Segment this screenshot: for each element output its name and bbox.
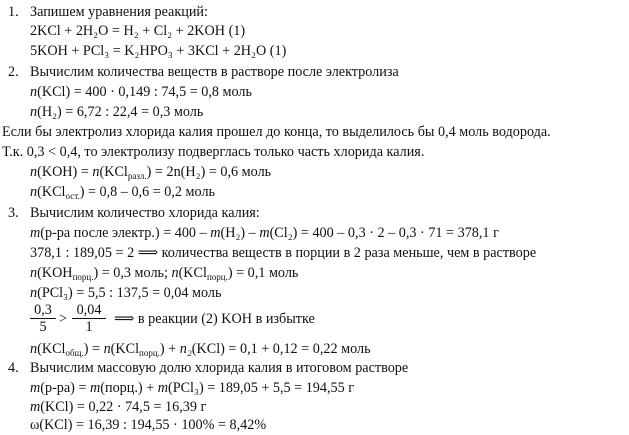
formula-line: ω(KCl) = 16,39 : 194,55 · 100% = 8,42%: [30, 417, 267, 433]
formula-line: ⟹ в реакции (2) KOH в избытке: [114, 311, 315, 327]
step-heading: Вычислим количества веществ в растворе после электролиза: [30, 64, 399, 80]
formula-line: 378,1 : 189,05 = 2 ⟹ количества веществ в порции в 2 раза меньше, чем в растворе: [30, 245, 537, 261]
formula-line: n(H₂) = 6,72 : 22,4 = 0,3 моль: [30, 104, 204, 120]
fraction-numerator: 0,3: [30, 302, 56, 319]
step-number: 4.: [8, 360, 19, 376]
step-heading: Вычислим массовую долю хлорида калия в итоговом растворе: [30, 360, 409, 376]
step-number: 2.: [8, 64, 19, 80]
paragraph-line: Если бы электролиз хлорида калия прошел до конца, то выделилось бы 0,4 моль водорода.: [2, 124, 551, 140]
step-number: 3.: [8, 205, 19, 221]
paragraph-line: Т.к. 0,3 < 0,4, то электролизу подверглась только часть хлорида калия.: [2, 144, 425, 160]
fraction-denominator: 1: [85, 319, 93, 335]
equation-line: 2KCl + 2H₂O = H₂ + Cl₂ + 2KOH (1): [30, 23, 246, 39]
fraction-right: [72, 302, 106, 335]
formula-line: n(KOH) = n(KCl$_{разл.}$) = 2n(H₂) = 0,6 моль: [30, 164, 272, 181]
equation-line: 5KOH + PCl₃ = K₂HPO₃ + 3KCl + 2H₂O (1): [30, 43, 287, 59]
step-number: 1.: [8, 4, 19, 20]
formula-line: n(PCl₃) = 5,5 : 137,5 = 0,04 моль: [30, 285, 222, 301]
formula-line: n(KCl$_{общ.}$) = n(KCl$_{порц.}$) + n₂(KCl) = 0,1 + 0,12 = 0,22 моль: [30, 341, 371, 358]
formula-line: n(KCl$_{ост.}$) = 0,8 – 0,6 = 0,2 моль: [30, 184, 215, 201]
formula-line: m(KCl) = 0,22 · 74,5 = 16,39 г: [30, 399, 207, 415]
greater-than-sign: >: [59, 311, 68, 327]
formula-line: m(р-ра) = m(порц.) + m(PCl₃) = 189,05 + 5,5 = 194,55 г: [30, 380, 355, 396]
formula-line: $n(KOH_{порц.}) = 0,3$ моль; n(KCl$_{порц.}$) = 0,1 моль: [30, 265, 299, 282]
fraction-denominator: 5: [39, 319, 47, 335]
fraction-numerator: 0,04: [72, 302, 106, 319]
formula-line: m(р-ра после электр.) = 400 – m(H₂) – m(Cl₂) = 400 – 0,3 · 2 – 0,3 · 71 = 378,1 г: [30, 225, 499, 241]
step-heading: Запишем уравнения реакций:: [30, 4, 208, 20]
step-heading: Вычислим количество хлорида калия:: [30, 205, 260, 221]
formula-line: n(KCl) = 400 · 0,149 : 74,5 = 0,8 моль: [30, 84, 252, 100]
fraction-left: [30, 302, 56, 335]
